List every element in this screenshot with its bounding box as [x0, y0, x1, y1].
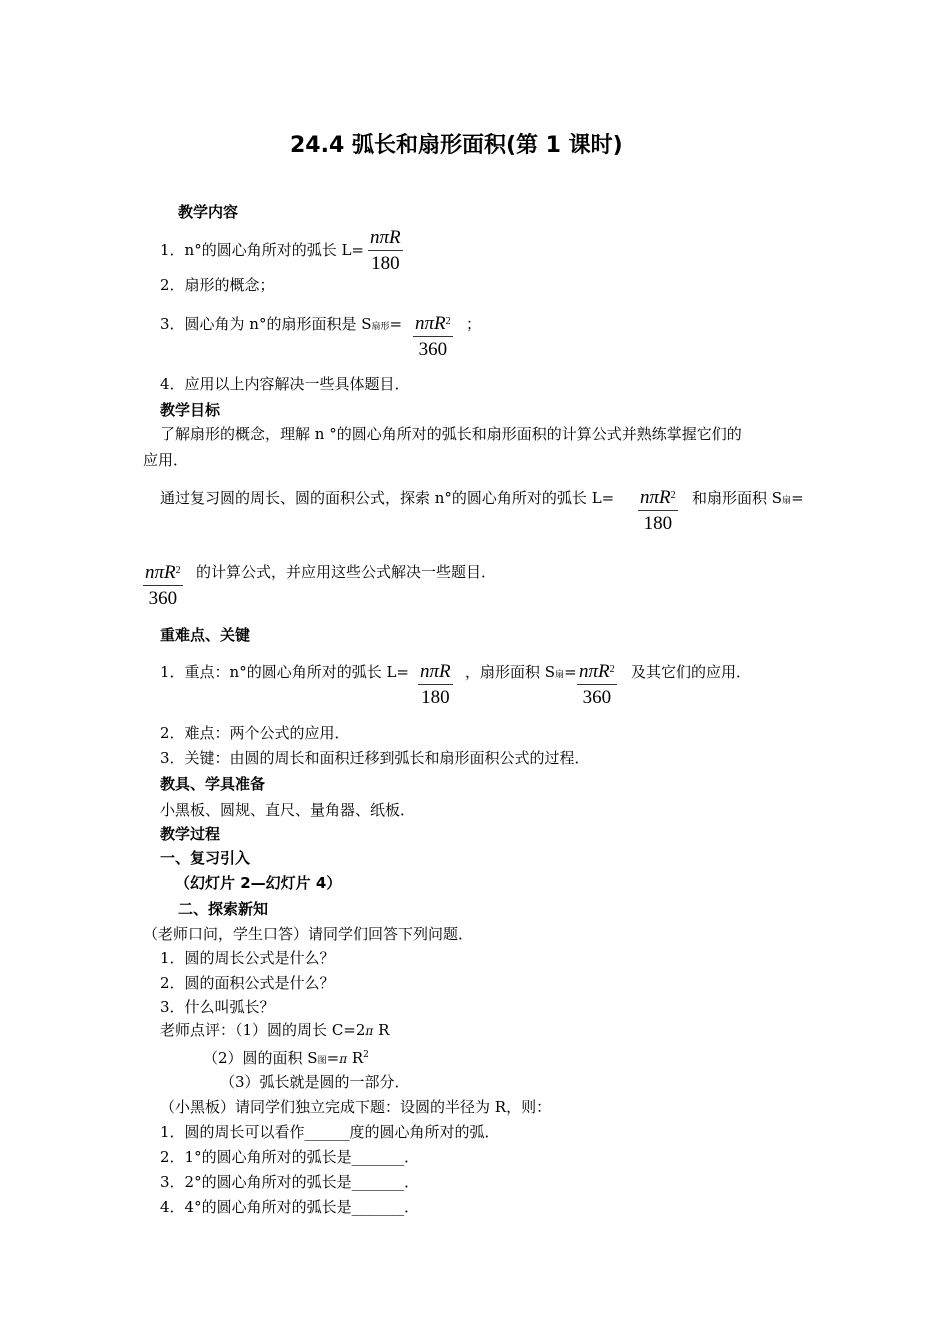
goal-text-3: 的计算公式，并应用这些公式解决一些题目． — [196, 563, 497, 581]
exercise-intro: （小黑板）请同学们独立完成下题：设圆的半径为 R，则： — [160, 1098, 552, 1116]
key-item-1: 1．重点：n°的圆心角所对的弧长 L= — [160, 663, 410, 681]
question-2: 2．圆的面积公式是什么？ — [160, 974, 335, 992]
sector-area-formula-2: nπR$^2$ 360 — [145, 562, 181, 609]
section-heading-key: 重难点、关键 — [160, 626, 251, 644]
key-item-2: 2．难点：两个公式的应用． — [160, 724, 350, 742]
review-3: （3）弧长就是圆的一部分． — [220, 1073, 410, 1091]
content-item-1: 1．n°的圆心角所对的弧长 L= — [160, 241, 365, 259]
arc-length-formula: nπR 180 — [370, 227, 401, 274]
exercise-3: 3．2°的圆心角所对的弧长是_______． — [160, 1173, 420, 1191]
goal-text-2: 通过复习圆的周长、圆的面积公式，探索 n°的圆心角所对的弧长 L= — [160, 489, 615, 507]
question-3: 3．什么叫弧长？ — [160, 998, 275, 1016]
section-heading-content: 教学内容 — [178, 203, 239, 221]
tools-text: 小黑板、圆规、直尺、量角器、纸板． — [160, 801, 416, 819]
question-intro: （老师口问，学生口答）请同学们回答下列问题． — [143, 925, 474, 943]
sector-area-formula: nπR$^2$ 360 — [415, 313, 451, 360]
key-item-1-mid: ，扇形面积 S扇= — [465, 663, 577, 681]
section-heading-tools: 教具、学具准备 — [160, 775, 266, 793]
question-1: 1．圆的周长公式是什么？ — [160, 949, 335, 967]
content-item-4: 4．应用以上内容解决一些具体题目． — [160, 375, 410, 393]
exercise-1: 1．圆的周长可以看作______度的圆心角所对的弧． — [160, 1123, 500, 1141]
goal-text-1: 了解扇形的概念，理解 n °的圆心角所对的弧长和扇形面积的计算公式并熟练掌握它们的 — [160, 425, 742, 443]
process-step-2: 二、探索新知 — [178, 900, 269, 918]
key-item-3: 3．关键：由圆的周长和面积迁移到弧长和扇形面积公式的过程． — [160, 749, 590, 767]
exercise-2: 2．1°的圆心角所对的弧长是_______． — [160, 1148, 420, 1166]
content-item-3: 3．圆心角为 n°的扇形面积是 S扇形= — [160, 315, 403, 333]
review-2: （2）圆的面积 S图=π $R^2$ — [203, 1049, 369, 1067]
exercise-4: 4．4°的圆心角所对的弧长是_______． — [160, 1198, 420, 1216]
content-item-2: 2．扇形的概念； — [160, 276, 275, 294]
process-step-1-note: （幻灯片 2—幻灯片 4） — [175, 874, 342, 892]
arc-length-formula-3: nπR 180 — [420, 661, 451, 708]
content-item-3-end: ； — [466, 315, 482, 333]
section-heading-goal: 教学目标 — [160, 401, 221, 419]
key-item-1-end: 及其它们的应用． — [631, 663, 752, 681]
process-step-1: 一、复习引入 — [160, 849, 251, 867]
section-heading-process: 教学过程 — [160, 825, 221, 843]
goal-text-1-cont: 应用． — [143, 451, 189, 469]
review-1: 老师点评：（1）圆的周长 C=2π R — [160, 1021, 390, 1039]
goal-text-2-end: 和扇形面积 S扇= — [692, 489, 804, 507]
page-title: 24.4 弧长和扇形面积(第 1 课时) — [290, 133, 623, 158]
arc-length-formula-2: nπR$^2$ 180 — [640, 487, 676, 534]
sector-area-formula-3: nπR$^2$ 360 — [579, 661, 615, 708]
